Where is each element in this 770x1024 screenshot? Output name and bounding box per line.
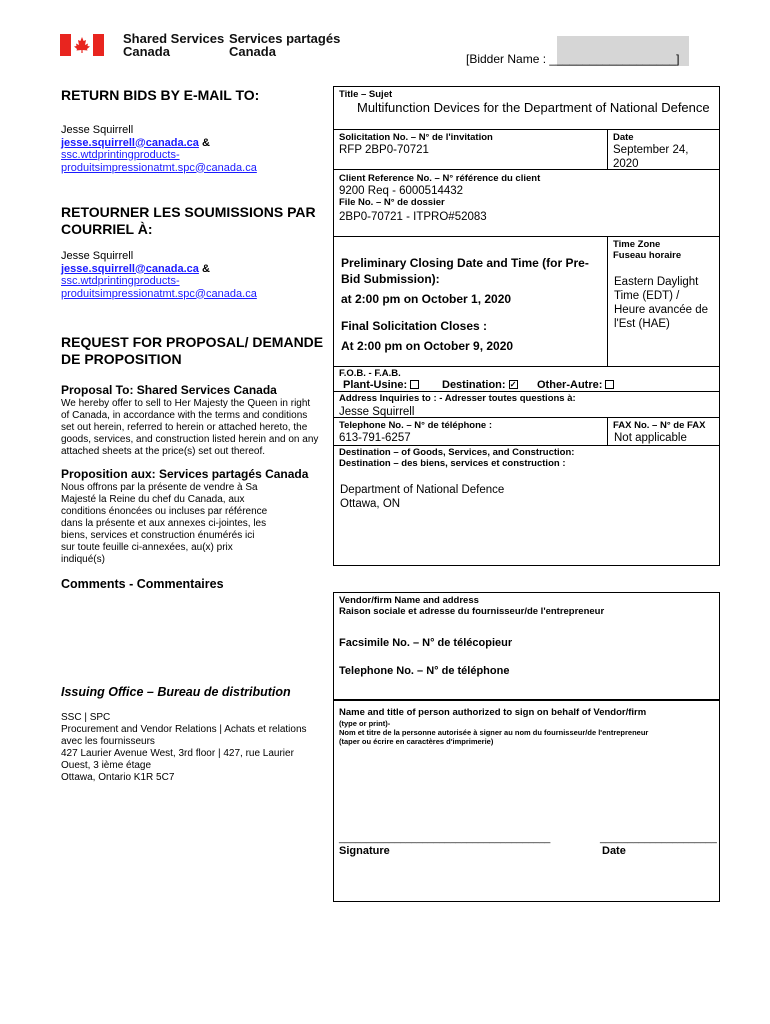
rfp-heading: REQUEST FOR PROPOSAL/ DEMANDE DE PROPOSITION (61, 334, 324, 367)
authorized-signer-label: Name and title of person authorized to sign on behalf of Vendor/firm (339, 707, 647, 718)
signature-label: Signature (339, 845, 390, 857)
proposal-to-heading: Proposal To: Shared Services Canada (61, 383, 277, 397)
retourner-contact-block: Jesse Squirrell jesse.squirrell@canada.ca & ssc.wtdprintingproducts- produitsimpressionatmt.spc@canada.ca (61, 250, 321, 300)
vendor-name-label: Vendor/firm Name and address Raison sociale et adresse du fournisseur/de l'entrepreneur (339, 595, 605, 617)
client-reference-value: 9200 Req - 6000514432 (339, 185, 464, 197)
client-reference-label: Client Reference No. – N° référence du client (339, 173, 541, 184)
destination-goods-value: Department of National Defence Ottawa, ON (340, 484, 505, 510)
date-label: Date (613, 132, 634, 143)
time-zone-value: Eastern Daylight Time (EDT) / Heure avancée de l'Est (HAE) (614, 276, 708, 330)
telephone-value: 613-791-6257 (339, 432, 411, 444)
destination-goods-label: Destination – of Goods, Services, and Construction: Destination – des biens, services et construction : (339, 447, 575, 469)
telephone-label: Telephone No. – N° de téléphone : (339, 420, 492, 431)
retourner-heading: RETOURNER LES SOUMISSIONS PAR COURRIEL À: (61, 204, 316, 237)
fax-label: FAX No. – N° de FAX (613, 420, 706, 431)
other-checkbox[interactable] (605, 380, 614, 389)
bidder-name-field[interactable]: [Bidder Name : ___________________] (466, 52, 680, 66)
fob-other-option[interactable]: Other-Autre: (537, 380, 614, 391)
signature-line[interactable]: ______________________________________ (339, 833, 551, 844)
destination-checkbox[interactable]: ✓ (509, 379, 517, 389)
contact-email-link[interactable]: jesse.squirrell@canada.ca (61, 262, 199, 275)
contact-name: Jesse Squirrell (61, 250, 134, 262)
fob-destination-option[interactable]: Destination: ✓ (442, 379, 517, 391)
ssc-email-link[interactable]: ssc.wtdprintingproducts- produitsimpressionatmt.spc@canada.ca (61, 275, 257, 300)
vendor-telephone-label: Telephone No. – N° de téléphone (339, 665, 510, 677)
authorized-signer-instructions: (type or print)- Nom et titre de la personne autorisée à signer au nom du fournisseur/de l'entrepreneur (taper ou écrire en caractères d'imprimerie) (339, 719, 649, 746)
org-name-fr: Services partagés Canada (229, 31, 341, 59)
final-closing: Final Solicitation Closes : At 2:00 pm on October 9, 2020 (341, 319, 514, 353)
facsimile-label: Facsimile No. – N° de télécopieur (339, 637, 513, 649)
address-inquiries-label: Address Inquiries to : - Adresser toutes questions à: (339, 393, 576, 404)
solicitation-label: Solicitation No. – N° de l'invitation (339, 132, 493, 143)
contact-name: Jesse Squirrell (61, 124, 134, 136)
title-label: Title – Sujet (339, 89, 393, 100)
comments-heading: Comments - Commentaires (61, 577, 224, 591)
sign-date-line[interactable]: _____________________ (600, 833, 717, 844)
fax-value: Not applicable (614, 432, 687, 444)
date-value: September 24, 2020 (613, 144, 689, 170)
title-value: Multifunction Devices for the Department of National Defence (357, 100, 710, 115)
contact-email-link[interactable]: jesse.squirrell@canada.ca (61, 136, 199, 149)
issuing-office-heading: Issuing Office – Bureau de distribution (61, 685, 291, 699)
file-number-value: 2BP0-70721 - ITPRO#52083 (339, 211, 487, 223)
address-inquiries-value: Jesse Squirrell (339, 406, 415, 418)
sign-date-label: Date (602, 845, 626, 857)
file-number-label: File No. – N° de dossier (339, 197, 445, 208)
fob-label: F.O.B. - F.A.B. (339, 368, 401, 379)
canada-flag-logo (60, 34, 104, 56)
fob-plant-option[interactable]: Plant-Usine: (343, 380, 419, 391)
return-contact-block: Jesse Squirrell jesse.squirrell@canada.ca & ssc.wtdprintingproducts- produitsimpressionatmt.spc@canada.ca (61, 124, 321, 174)
solicitation-value: RFP 2BP0-70721 (339, 144, 429, 156)
proposal-to-text: We hereby offer to sell to Her Majesty the Queen in right of Canada, in accordance with the terms and conditions set out herein, referred to herein or attached hereto, the goods, services, and construction listed herein and on any attached sheets at the price(s) set out thereof. (61, 398, 319, 457)
return-bids-heading: RETURN BIDS BY E-MAIL TO: (61, 87, 260, 103)
ssc-email-link[interactable]: ssc.wtdprintingproducts- produitsimpressionatmt.spc@canada.ca (61, 149, 257, 174)
preliminary-closing: Preliminary Closing Date and Time (for Pre- Bid Submission): at 2:00 pm on October 1, 2020 (341, 256, 589, 306)
proposition-heading: Proposition aux: Services partagés Canada (61, 467, 309, 481)
time-zone-label: Time Zone Fuseau horaire (613, 239, 682, 261)
proposition-text: Nous offrons par la présente de vendre à Sa Majesté la Reine du chef du Canada, aux conditions énoncées ou incluses par référence dans la présente et aux annexes ci-jointes, les biens, services et construction énumérés ici sur toute feuille ci-annexées, au(x) prix indiqué(s) (61, 482, 268, 565)
issuing-office-address: SSC | SPC Procurement and Vendor Relations | Achats et relations avec les fournisseurs 427 Laurier Avenue West, 3rd floor | 427, rue Laurier Ouest, 3 ième étage Ottawa, Ontario K1R 5C7 (61, 712, 307, 783)
org-name-en: Shared Services Canada (123, 31, 225, 59)
plant-checkbox[interactable] (410, 380, 419, 389)
